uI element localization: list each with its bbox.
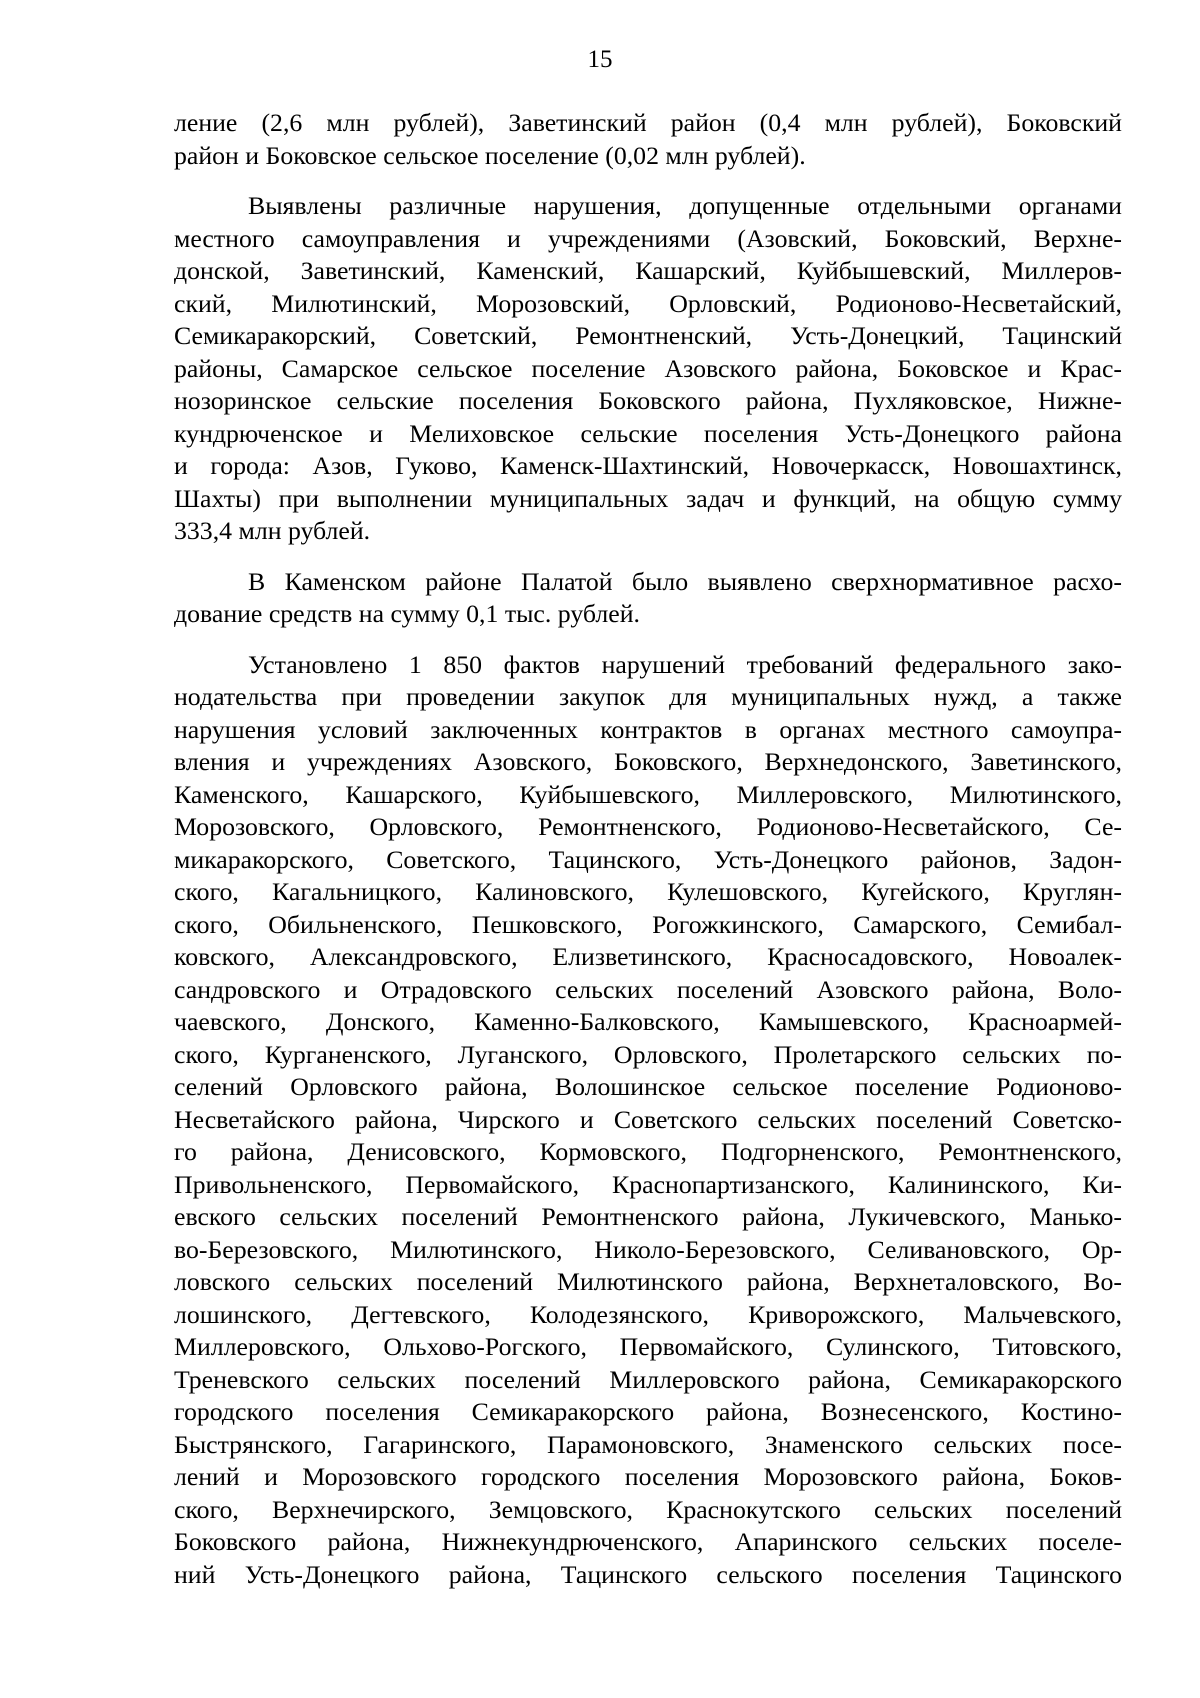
text-line: дование средств на сумму 0,1 тыс. рублей. (174, 599, 640, 628)
text-line: микаракорского, Советского, Тацинского, Усть-Донецкого районов, Задон- (174, 844, 1122, 874)
text-line: В Каменском районе Палатой было выявлено сверхнормативное расхо- (248, 566, 1122, 596)
text-line: районы, Самарское сельское поселение Азовского района, Боковское и Крас- (174, 353, 1122, 383)
text-line: Быстрянского, Гагаринского, Парамоновского, Знаменского сельских посе- (174, 1429, 1122, 1459)
text-line: Боковского района, Нижнекундрюченского, Апаринского сельских поселе- (174, 1527, 1122, 1556)
text-line: сандровского и Отрадовского сельских поселений Азовского района, Воло- (174, 974, 1122, 1004)
document-body (174, 107, 1122, 1591)
text-line: ский, Милютинский, Морозовский, Орловский, Родионово-Несветайский, (174, 288, 1122, 318)
text-line: Выявлены различные нарушения, допущенные отдельными органами (248, 191, 1122, 220)
paragraph (174, 107, 1122, 172)
text-line: лошинского, Дегтевского, Колодезянского, Криворожского, Мальчевского, (174, 1299, 1122, 1329)
text-line: ловского сельских поселений Милютинского района, Верхнеталовского, Во- (174, 1267, 1122, 1296)
page-number: 15 (587, 46, 613, 73)
paragraph (174, 190, 1122, 548)
text-line: Миллеровского, Ольхово-Рогского, Первомайского, Сулинского, Титовского, (174, 1332, 1122, 1361)
text-line: Несветайского района, Чирского и Советского сельских поселений Советско- (174, 1104, 1122, 1134)
text-line: городского поселения Семикаракорского района, Вознесенского, Костино- (174, 1397, 1122, 1426)
text-line: ний Усть-Донецкого района, Тацинского сельского поселения Тацинского (174, 1559, 1122, 1589)
text-line: Каменского, Кашарского, Куйбышевского, Миллеровского, Милютинского, (174, 779, 1122, 809)
text-line: Привольненского, Первомайского, Краснопартизанского, Калининского, Ки- (174, 1169, 1122, 1199)
text-line: селений Орловского района, Волошинское сельское поселение Родионово- (174, 1072, 1122, 1101)
text-line: нодательства при проведении закупок для муниципальных нужд, а также (174, 682, 1122, 711)
text-line: 333,4 млн рублей. (174, 516, 371, 545)
text-line: Треневского сельских поселений Миллеровского района, Семикаракорского (174, 1364, 1122, 1394)
text-line: Шахты) при выполнении муниципальных задач и функций, на общую сумму (174, 483, 1122, 513)
text-line: ского, Обильненского, Пешковского, Рогожкинского, Самарского, Семибал- (174, 909, 1122, 939)
text-line: местного самоуправления и учреждениями (Азовский, Боковский, Верхне- (174, 223, 1122, 253)
text-line: ковского, Александровского, Елизветинского, Красносадовского, Новоалек- (174, 942, 1122, 971)
text-line: во-Березовского, Милютинского, Николо-Березовского, Селивановского, Ор- (174, 1234, 1122, 1264)
text-line: ление (2,6 млн рублей), Заветинский район (0,4 млн рублей), Боковский (174, 108, 1122, 137)
text-line: нозоринское сельские поселения Боковского района, Пухляковское, Нижне- (174, 386, 1122, 415)
text-line: ского, Кагальницкого, Калиновского, Кулешовского, Кугейского, Круглян- (174, 877, 1122, 906)
text-line: вления и учреждениях Азовского, Боковского, Верхнедонского, Заветинского, (174, 747, 1122, 776)
text-line: кундрюченское и Мелиховское сельские поселения Усть-Донецкого района (174, 418, 1122, 448)
text-line: евского сельских поселений Ремонтненского района, Лукичевского, Манько- (174, 1202, 1122, 1231)
text-line: донской, Заветинский, Каменский, Кашарский, Куйбышевский, Миллеров- (174, 256, 1122, 285)
text-line: и города: Азов, Гуково, Каменск-Шахтинский, Новочеркасск, Новошахтинск, (174, 451, 1122, 480)
text-line: район и Боковское сельское поселение (0,02 млн рублей). (174, 140, 806, 170)
text-line: ского, Верхнечирского, Земцовского, Краснокутского сельских поселений (174, 1494, 1122, 1524)
text-line: го района, Денисовского, Кормовского, Подгорненского, Ремонтненского, (174, 1137, 1122, 1166)
text-line: Установлено 1 850 фактов нарушений требований федерального зако- (248, 649, 1122, 679)
text-line: чаевского, Донского, Каменно-Балковского, Камышевского, Красноармей- (174, 1007, 1122, 1036)
text-line: нарушения условий заключенных контрактов в органах местного самоупра- (174, 714, 1122, 744)
text-line: Семикаракорский, Советский, Ремонтненский, Усть-Донецкий, Тацинский (174, 321, 1122, 350)
text-line: Морозовского, Орловского, Ремонтненского, Родионово-Несветайского, Се- (174, 812, 1122, 841)
text-line: лений и Морозовского городского поселения Морозовского района, Боков- (174, 1462, 1122, 1491)
text-line: ского, Курганенского, Луганского, Орловского, Пролетарского сельских по- (174, 1039, 1122, 1069)
paragraph (174, 566, 1122, 631)
paragraph (174, 649, 1122, 1592)
